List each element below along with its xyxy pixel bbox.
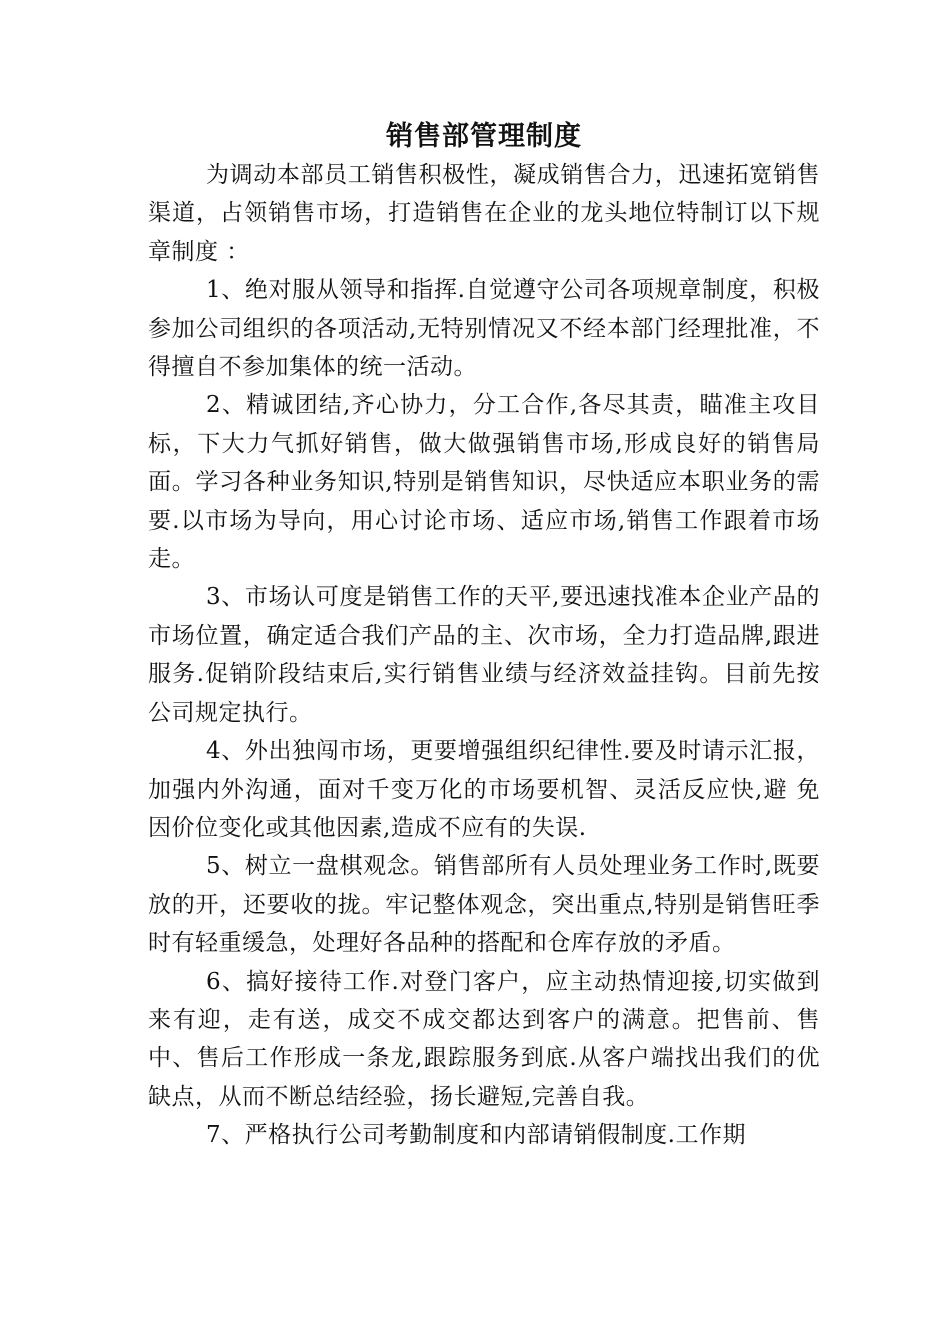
- rule-item-7: 7、严格执行公司考勤制度和内部请销假制度.工作期: [206, 1122, 746, 1149]
- rule-item-5: 5、树立一盘棋观念。销售部所有人员处理业务工作时,既要放的开，还要收的拢。牢记整体观念，突出重点,特别是销售旺季时有轻重缓急，处理好各品种的搭配和仓库存放的矛盾。: [148, 853, 820, 957]
- rule-item-4: 4、外出独闯市场，更要增强组织纪律性.要及时请示汇报，加强内外沟通，面对千变万化的市场要机智、灵活反应快,避 免因价位变化或其他因素,造成不应有的失误.: [148, 738, 820, 841]
- document-title: 销售部管理制度: [386, 121, 582, 152]
- intro-paragraph: 为调动本部员工销售积极性，凝成销售合力，迅速拓宽销售渠道，占领销售市场，打造销售在企业的龙头地位特制订以下规章制度 ：: [148, 162, 820, 265]
- document-body: [148, 118, 820, 1155]
- rule-item-1: 1、绝对服从领导和指挥.自觉遵守公司各项规章制度，积极参加公司组织的各项活动,无特别情况又不经本部门经理批准，不得擅自不参加集体的统一活动。: [148, 277, 820, 381]
- rule-item-6: 6、搞好接待工作.对登门客户，应主动热情迎接,切实做到来有迎，走有送，成交不成交都达到客户的满意。把售前、售中、售后工作形成一条龙,跟踪服务到底.从客户端找出我们的优缺点，从而不断总结经验，扬长避短,完善自我。: [148, 968, 820, 1110]
- rule-item-3: 3、市场认可度是销售工作的天平,要迅速找准本企业产品的市场位置，确定适合我们产品的主、次市场，全力打造品牌,跟进服务.促销阶段结束后,实行销售业绩与经济效益挂钩。目前先按公司规定执行。: [148, 584, 820, 726]
- rule-item-2: 2、精诚团结,齐心协力，分工合作,各尽其责，瞄准主攻目标，下大力气抓好销售，做大做强销售市场,形成良好的销售局面。学习各种业务知识,特别是销售知识，尽快适应本职业务的需要.以市场为导向，用心讨论市场、适应市场,销售工作跟着市场走。: [148, 392, 820, 573]
